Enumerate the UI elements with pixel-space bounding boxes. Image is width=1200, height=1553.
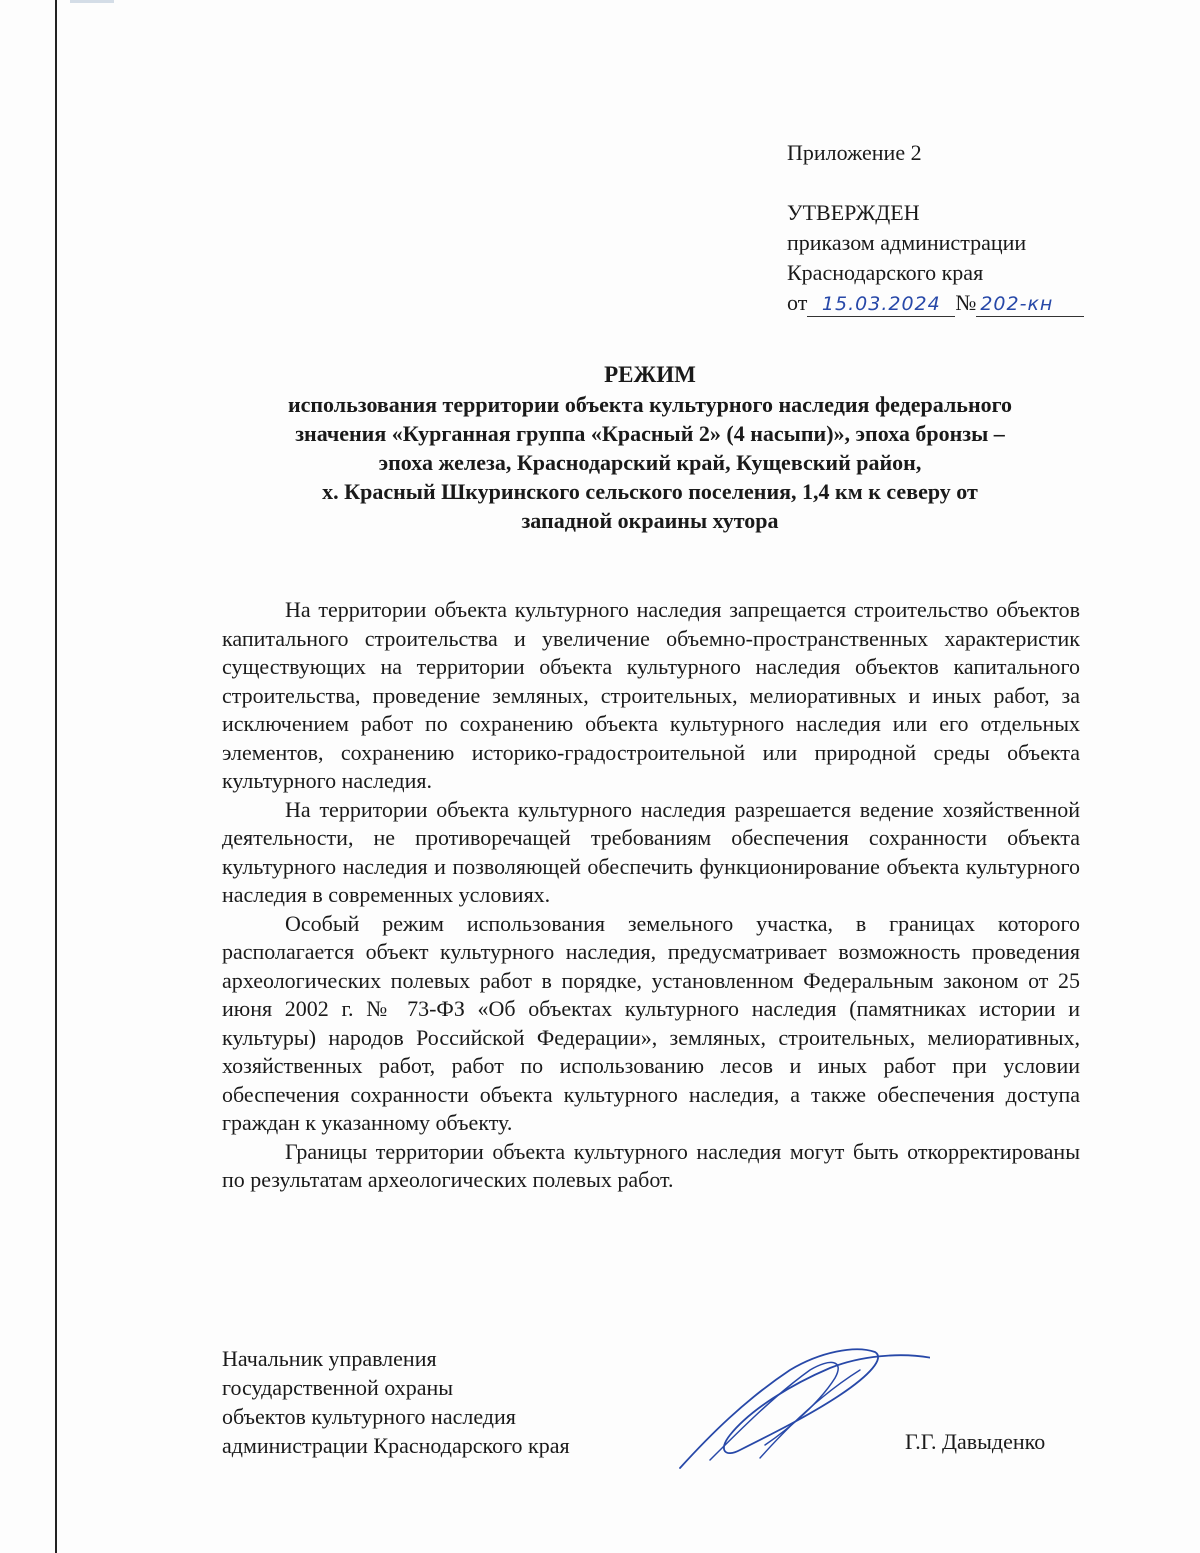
body-paragraph-2: На территории объекта культурного наследия разрешается ведение хозяйственной деятельности, не противоречащей требованиям обеспечения сохранности объекта культурного наследия и позволяющей обеспечить функционирование объекта культурного наследия в современных условиях. xyxy=(222,796,1080,907)
order-date-number-line xyxy=(787,288,1147,318)
document-title-block xyxy=(200,360,1100,535)
body-paragraph-1: На территории объекта культурного наследия запрещается строительство объектов капитального строительства и увеличение объемно-пространственных характеристик существующих на территории объекта культурного наследия объектов капитального строительства, проведение земляных, строительных, мелиоративных и иных работ, за исключением работ по сохранению объекта культурного наследия или его отдельных элементов, сохранению историко-градостроительной или природной среды объекта культурного наследия. xyxy=(222,597,1080,793)
number-prefix: № xyxy=(955,290,977,315)
order-number-handwritten: 202-кн xyxy=(980,293,1054,315)
document-body xyxy=(222,596,1080,1195)
title-line-3: эпоха железа, Краснодарский край, Кущевский район, xyxy=(378,450,922,475)
order-date-handwritten: 15.03.2024 xyxy=(821,293,941,315)
title-line-4: х. Красный Шкуринского сельского поселения, 1,4 км к северу от xyxy=(322,479,978,504)
signatory-title-block xyxy=(222,1344,702,1460)
approved-label: УТВЕРЖДЕН xyxy=(787,200,920,225)
order-date-field xyxy=(807,291,955,317)
title-line-1: использования территории объекта культурного наследия федерального xyxy=(287,392,1013,417)
body-paragraph-3: Особый режим использования земельного участка, в границах которого располагается объект культурного наследия, предусматривает возможность проведения археологических полевых работ в порядке, установленном Федеральным законом от 25 июня 2002 г. № 73-ФЗ «Об объектах культурного наследия (памятниках истории и культуры) народов Российской Федерации», земляных, строительных, мелиоративных, хозяйственных работ, работ по использованию лесов и иных работ при условии обеспечения сохранности объекта культурного наследия, а также обеспечения доступа граждан к указанному объекту. xyxy=(222,910,1080,1135)
body-paragraph-4: Границы территории объекта культурного наследия могут быть откорректированы по результатам археологических полевых работ. xyxy=(222,1138,1080,1192)
approved-by-line-1: приказом администрации xyxy=(787,230,1027,255)
signatory-line-3: объектов культурного наследия xyxy=(222,1404,516,1429)
approval-block xyxy=(787,138,1147,318)
order-number-field xyxy=(976,291,1084,317)
title-line-2: значения «Курганная группа «Красный 2» (4 насыпи)», эпоха бронзы – xyxy=(295,421,1005,446)
signatory-line-2: государственной охраны xyxy=(222,1375,454,1400)
annex-label: Приложение 2 xyxy=(787,140,922,165)
signatory-line-4: администрации Краснодарского края xyxy=(222,1433,570,1458)
page-left-border xyxy=(55,0,57,1553)
signatory-line-1: Начальник управления xyxy=(222,1346,437,1371)
title-line-5: западной окраины хутора xyxy=(521,508,779,533)
signatory-name: Г.Г. Давыденко xyxy=(905,1429,1046,1454)
approved-by-line-2: Краснодарского края xyxy=(787,260,984,285)
scan-artifact xyxy=(70,0,1170,3)
document-heading: РЕЖИМ xyxy=(604,362,696,387)
handwritten-signature xyxy=(670,1340,930,1480)
date-prefix: от xyxy=(787,290,808,315)
